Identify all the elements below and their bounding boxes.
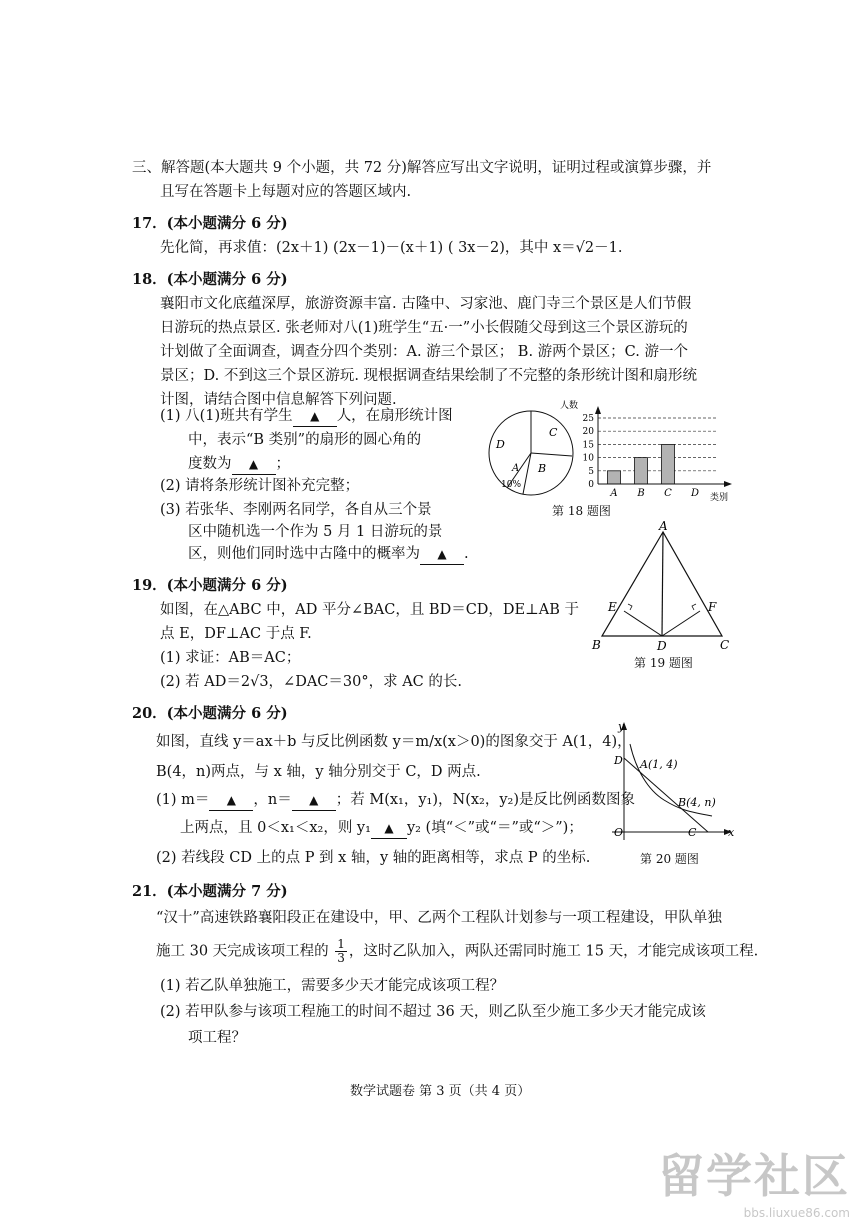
q18-para-5: 计图，请结合图中信息解答下列问题. — [160, 392, 397, 408]
bar-ytick-label: 15 — [582, 440, 594, 451]
bar-ytick-label: 25 — [582, 414, 594, 424]
pie-label-d: D — [496, 438, 505, 451]
vertex-d: D — [657, 639, 667, 653]
q19-para-1: 如图，在△ABC 中，AD 平分∠BAC，且 BD＝CD，DE⊥AB 于 — [160, 602, 580, 618]
vertex-b: B — [592, 638, 601, 652]
section-title-line2: 且写在答题卡上每题对应的答题区域内. — [160, 184, 412, 200]
q18-sub3-line3: 区，则他们同时选中古隆中的概率为 ▲ . — [188, 544, 469, 565]
q19-triangle-figure — [588, 518, 738, 652]
q21-sub2-line1: (2) 若甲队参与该项工程施工的时间不超过 36 天，则乙队至少施工多少天才能完成该 — [160, 1004, 706, 1020]
q18-sub3-line2: 区中随机选一个作为 5 月 1 日游玩的景 — [188, 524, 443, 540]
q20-heading: 20．(本小题满分 6 分) — [132, 705, 288, 722]
q18-sub2: (2) 请将条形统计图补充完整； — [160, 478, 360, 494]
point-c-label: C — [688, 826, 697, 839]
pie-label-c: C — [549, 426, 558, 439]
vertex-c: C — [720, 638, 730, 652]
q17-heading: 17．(本小题满分 6 分) — [132, 215, 288, 232]
bar-ytick-label: 20 — [582, 427, 594, 438]
q18-sub1-line1: (1) 八(1)班共有学生 ▲ 人，在扇形统计图 — [160, 406, 453, 427]
answer-blank[interactable]: ▲ — [371, 818, 407, 839]
q17-body: 先化简，再求值：(2x＋1) (2x－1)－(x＋1) ( 3x－2)，其中 x＝√2－1. — [160, 240, 623, 256]
q21-heading: 21．(本小题满分 7 分) — [132, 883, 288, 900]
q19-sub2: (2) 若 AD＝2√3，∠DAC＝30°，求 AC 的长. — [160, 674, 462, 690]
q19-para-2: 点 E，DF⊥AC 于点 F. — [160, 626, 312, 642]
bar-c — [662, 444, 675, 484]
q20-para-1: 如图，直线 y＝ax＋b 与反比例函数 y＝m/x(x＞0)的图象交于 A(1，4)， — [156, 734, 632, 750]
pie-label-a-percent: 10% — [501, 480, 522, 490]
answer-blank[interactable]: ▲ — [209, 790, 253, 811]
pie-label-a: A — [512, 463, 520, 474]
answer-blank[interactable]: ▲ — [232, 454, 276, 475]
fraction-one-third: $\frac{1}{3}$ — [337, 937, 345, 965]
bar-ytick-label: 5 — [588, 466, 594, 477]
answer-blank[interactable]: ▲ — [292, 790, 336, 811]
q18-heading: 18．(本小题满分 6 分) — [132, 271, 288, 288]
watermark-logo — [658, 1140, 850, 1220]
watermark-text: 留学社区 — [658, 1149, 850, 1203]
answer-blank[interactable]: ▲ — [293, 406, 337, 427]
q21-para-1: “汉十”高速铁路襄阳段正在建设中，甲、乙两个工程队计划参与一项工程建设，甲队单独 — [156, 910, 722, 926]
q18-para-4: 景区；D. 不到这三个景区游玩. 现根据调查结果绘制了不完整的条形统计图和扇形统 — [160, 368, 698, 384]
vertex-e: E — [608, 600, 617, 614]
vertex-a: A — [659, 519, 668, 533]
q19-sub1: (1) 求证：AB＝AC； — [160, 650, 301, 666]
axis-label-y: y — [618, 720, 625, 733]
q20-figure-caption: 第 20 题图 — [640, 852, 699, 866]
q21-sub2-line2: 项工程？ — [188, 1030, 246, 1046]
q18-sub1-line3: 度数为 ▲ ； — [188, 454, 290, 475]
q20-graph-figure — [608, 720, 738, 845]
q21-para-2: 施工 30 天完成该项工程的 $\frac{1}{3}$ ，这时乙队加入，两队还需同时施工 15 天，才能完成该项工程. — [156, 937, 759, 965]
q18-bar-chart — [560, 396, 746, 504]
point-d-label: D — [614, 754, 623, 767]
q20-sub1-line2: 上两点，且 0＜x₁＜x₂，则 y₁ ▲ y₂ (填“＜”或“＝”或“＞”)； — [180, 818, 583, 839]
bar-ytick-label: 10 — [582, 453, 594, 464]
pie-label-b: B — [538, 462, 547, 475]
bar-category-label: D — [690, 488, 700, 499]
axis-label-x: x — [728, 826, 735, 839]
q18-para-2: 日游玩的热点景区. 张老师对八(1)班学生“五·一”小长假随父母到这三个景区游玩的 — [160, 320, 688, 336]
q18-sub1-line2: 中，表示“B 类别”的扇形的圆心角的 — [188, 432, 422, 448]
bar-category-label: C — [664, 488, 672, 499]
q18-para-3: 计划做了全面调查，调查分四个类别：A. 游三个景区； B. 游两个景区；C. 游一个 — [160, 344, 688, 360]
section-title-line1: 三、解答题(本大题共 9 个小题，共 72 分)解答应写出文字说明，证明过程或演算步骤，并 — [132, 160, 712, 176]
q21-sub1: (1) 若乙队单独施工，需要多少天才能完成该项工程？ — [160, 978, 505, 994]
bar-xlabel: 类别 — [710, 493, 729, 503]
bar-a — [608, 471, 621, 484]
q20-sub1-line1: (1) m＝ ▲ ，n＝ ▲ ；若 M(x₁，y₁)，N(x₂，y₂)是反比例函数图象 — [156, 790, 635, 811]
origin-label: O — [614, 826, 624, 839]
bar-ylabel: 人数 — [560, 401, 579, 411]
q19-heading: 19．(本小题满分 6 分) — [132, 577, 288, 594]
q19-figure-caption: 第 19 题图 — [634, 656, 693, 670]
q18-sub3-line1: (3) 若张华、李刚两名同学，各自从三个景 — [160, 502, 432, 518]
bar-category-label: B — [637, 488, 645, 499]
watermark-url: bbs.liuxue86.com — [743, 1206, 850, 1220]
bar-b — [635, 458, 648, 484]
bar-ytick-label: 0 — [588, 480, 594, 490]
point-a-label: A(1, 4) — [640, 758, 678, 771]
q18-figure-caption: 第 18 题图 — [552, 504, 611, 518]
point-b-label: B(4, n) — [678, 796, 716, 809]
bar-category-label: A — [610, 488, 618, 499]
q20-sub2: (2) 若线段 CD 上的点 P 到 x 轴，y 轴的距离相等，求点 P 的坐标. — [156, 850, 591, 866]
q20-para-2: B(4，n)两点，与 x 轴，y 轴分别交于 C，D 两点. — [156, 764, 481, 780]
page-footer: 数学试题卷 第 3 页（共 4 页） — [350, 1084, 531, 1099]
vertex-f: F — [708, 600, 717, 614]
answer-blank[interactable]: ▲ — [420, 544, 464, 565]
q18-para-1: 襄阳市文化底蕴深厚，旅游资源丰富. 古隆中、习家池、鹿门寺三个景区是人们节假 — [160, 296, 692, 312]
